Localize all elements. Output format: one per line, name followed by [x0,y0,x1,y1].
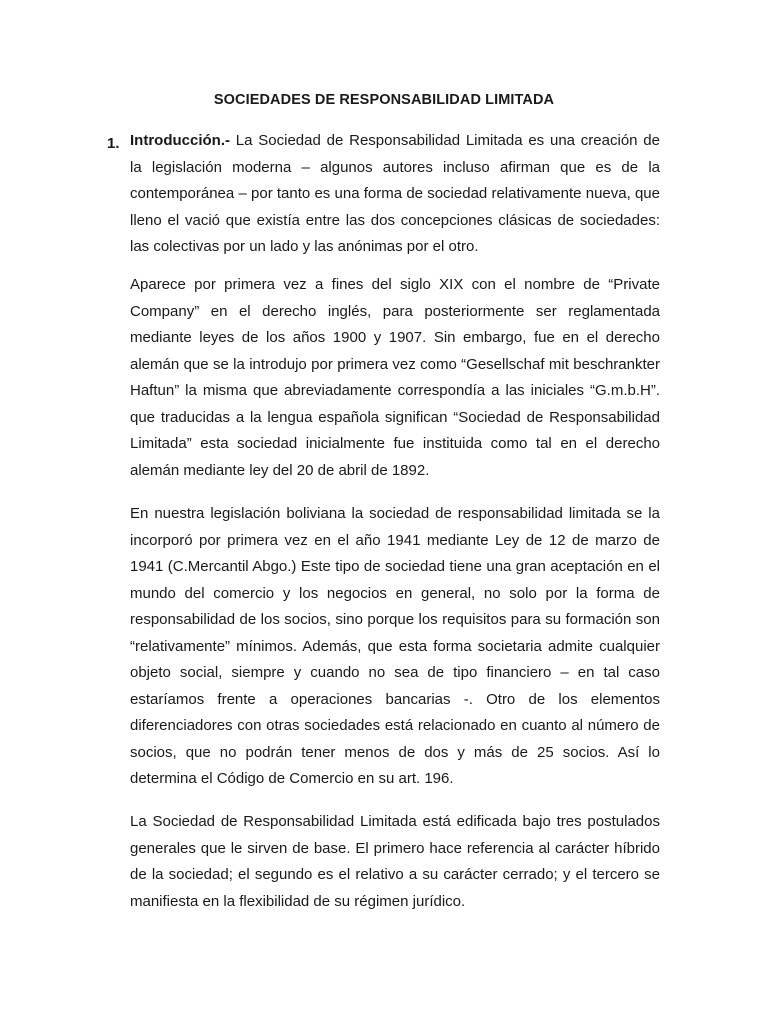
paragraph-1-text: La Sociedad de Responsabilidad Limitada es una creación de la legislación moderna – algunos autores incluso afirman que es de la contemporánea – por tanto es una forma de sociedad relativamente nueva, que lleno el vació que existía entre las dos concepciones clásicas de sociedades: las colectivas por un lado y las anónimas por el otro. [130,132,660,255]
paragraph-2: Aparece por primera vez a fines del siglo XIX con el nombre de “Private Company” en el derecho inglés, para posteriormente ser reglamentada mediante leyes de los años 1900 y 1907. Sin embargo, fue en el derecho alemán que se la introdujo por primera vez como “Gesellschaf mit beschrankter Haftun” la misma que abreviadamente correspondía a las iniciales “G.m.b.H”. que traducidas a la lengua española significan “Sociedad de Responsabilidad Limitada” esta sociedad inicialmente fue instituida como tal en el derecho alemán mediante ley del 20 de abril de 1892. [130,276,660,479]
section-heading: Introducción.- [130,132,230,149]
document-title: SOCIEDADES DE RESPONSABILIDAD LIMITADA [213,92,555,108]
paragraph-introduction [130,128,660,261]
section-number: 1. [107,135,120,152]
paragraph-3: En nuestra legislación boliviana la sociedad de responsabilidad limitada se la incorporó por primera vez en el año 1941 mediante Ley de 12 de marzo de 1941 (C.Mercantil Abgo.) Este tipo de sociedad tiene una gran aceptación en el mundo del comercio y los negocios en general, no solo por la forma de responsabilidad de los socios, sino porque los requisitos para su formación son “relativamente” mínimos. Además, que esta forma societaria admite cualquier objeto social, siempre y cuando no sea de tipo financiero – en tal caso estaríamos frente a operaciones bancarias -. Otro de los elementos diferenciadores con otras sociedades está relacionado en cuanto al número de socios, que no podrán tener menos de dos y más de 25 socios. Así lo determina el Código de Comercio en su art. 196. [130,505,660,787]
paragraph-4: La Sociedad de Responsabilidad Limitada está edificada bajo tres postulados generales que le sirven de base. El primero hace referencia al carácter híbrido de la sociedad; el segundo es el relativo a su carácter cerrado; y el tercero se manifiesta en la flexibilidad de su régimen jurídico. [130,813,660,910]
